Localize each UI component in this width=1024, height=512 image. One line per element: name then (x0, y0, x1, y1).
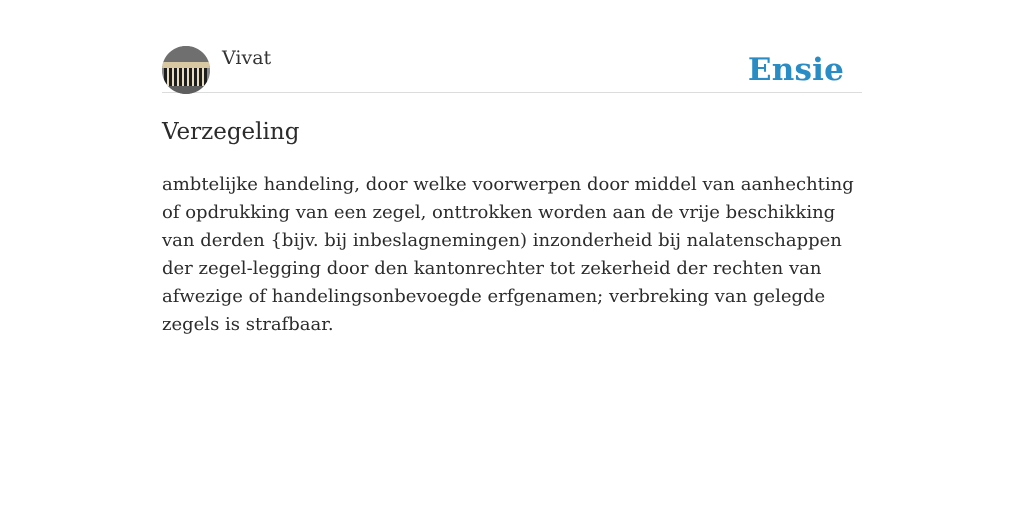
card-header (162, 46, 862, 93)
brand-logo[interactable]: Ensie (747, 52, 844, 88)
avatar[interactable] (162, 46, 210, 94)
page-title: Verzegeling (162, 119, 300, 145)
definition-text: ambtelijke handeling, door welke voorwerpen door middel van aanhechting of opdrukking van een zegel, onttrokken worden aan de vrije beschikking van derden {bijv. bij inbeslagnemingen) inzonderheid bij nalatenschappen der zegel-legging door den kantonrechter tot zekerheid der rechten van afwezige of handelingsonbevoegde erfgenamen; verbreking van gelegde zegels is strafbaar. (162, 174, 854, 335)
definition-card (162, 46, 862, 339)
book-spines-icon (162, 46, 210, 94)
author-name[interactable]: Vivat (222, 47, 272, 69)
